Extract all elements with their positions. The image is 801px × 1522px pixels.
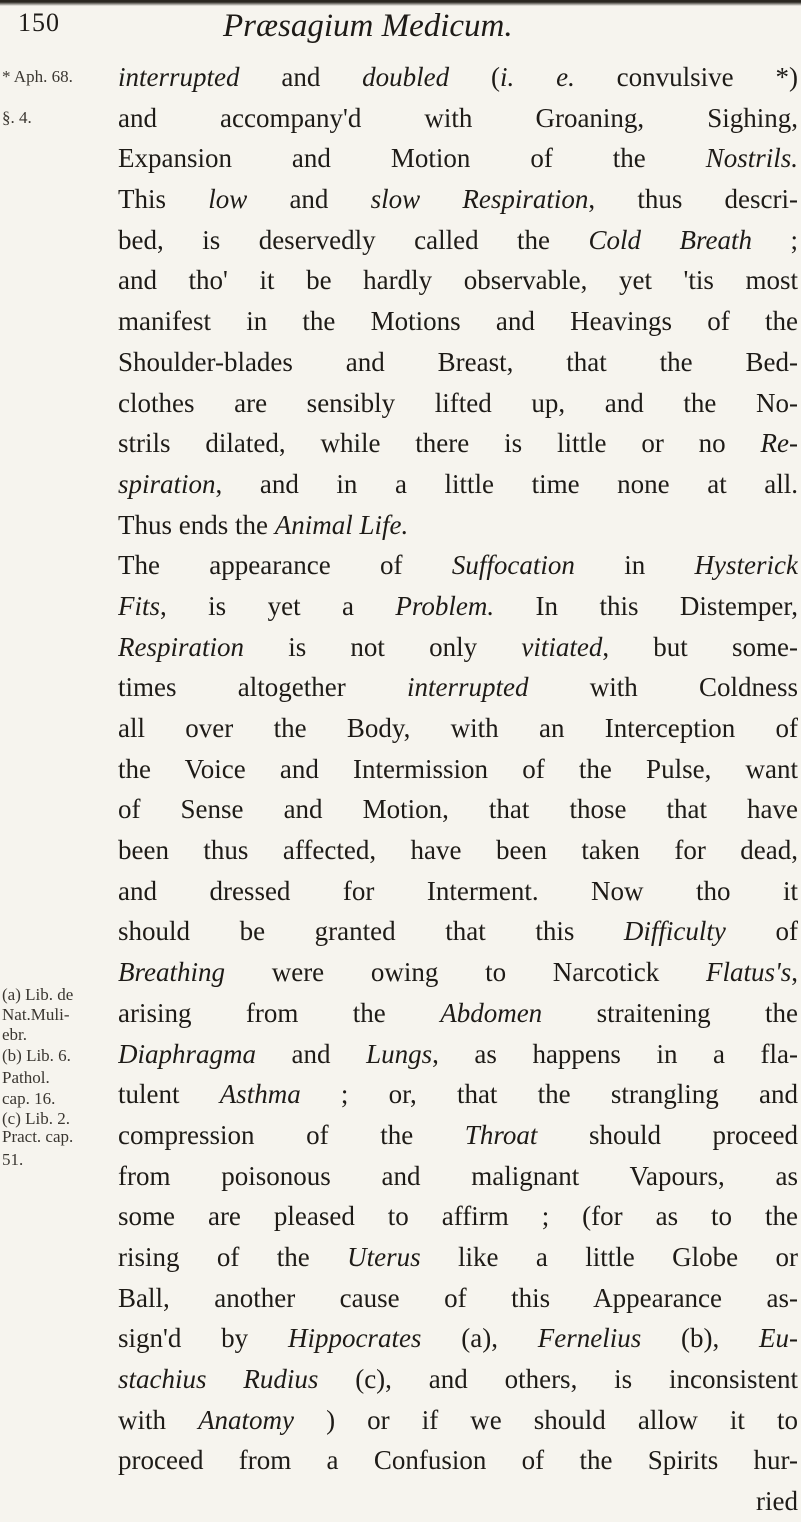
text-run: with Coldness [528,672,798,703]
text-line [118,1481,798,1522]
margin-note: ebr. [2,1025,28,1045]
text-line [118,1359,798,1400]
text-line [118,98,798,139]
italic-text: Lungs [366,1038,433,1069]
italic-text: Anatomy [198,1404,295,1435]
text-run: times altogether [118,672,407,703]
text-line [118,1237,798,1278]
text-run: ( [449,62,501,92]
running-header [18,8,788,48]
text-line [118,260,798,301]
margin-note: (a) Lib. de [2,984,74,1004]
text-line [118,993,798,1034]
margin-note: §. 4. [2,107,32,127]
italic-text: Eu- [759,1323,798,1354]
text-run: tulent [118,1079,220,1110]
text-line [118,749,798,790]
text-line [118,220,798,261]
text-run: straitening the [542,997,798,1028]
text-run: Shoulder-blades and Breast, that the Bed- [118,346,798,377]
text-line [118,1034,798,1075]
margin-note: Pathol. [2,1068,50,1088]
text-line [118,1440,798,1481]
text-run: rising of the [118,1241,348,1272]
page-top-edge [0,0,801,6]
italic-text: stachius Rudius [118,1364,319,1394]
italic-text: Breathing [118,957,225,988]
italic-text: Fernelius [537,1323,642,1354]
italic-text: Animal Life. [274,509,409,540]
text-run: manifest in the Motions and Heavings of the [118,306,798,337]
text-line [118,1115,798,1156]
text-run: like a little Globe or [420,1241,798,1272]
text-line [118,830,798,871]
text-line [118,179,798,220]
text-line [118,871,798,912]
margin-note: * Aph. 68. [2,67,73,86]
text-run: should proceed [537,1119,798,1150]
text-run: , [791,957,798,988]
margin-note: 51. [2,1149,24,1169]
text-run: (c), and others, is inconsistent [318,1364,798,1394]
italic-text: Difficulty [623,916,726,947]
text-run: strils dilated, while there is little or no [118,428,761,459]
text-run: convulsive *) [574,62,798,92]
text-line [118,1196,798,1237]
text-run: arising from the [118,997,441,1028]
italic-text: Hippocrates [287,1323,422,1354]
text-line [118,911,798,952]
text-run: Thus ends the [118,509,275,540]
italic-text: low [208,184,248,215]
text-run: ; [752,224,798,255]
text-run: , is yet a [160,590,396,621]
italic-text: slow Respiration [370,184,589,215]
text-line [118,708,798,749]
text-line [118,423,798,464]
text-run: with [118,1404,199,1435]
italic-text: Uterus [347,1241,421,1272]
italic-text: interrupted [118,62,240,92]
running-title: Præsagium Medicum. [223,8,513,44]
text-run: , and in a little time none at all. [215,468,798,499]
text-run: clothes are sensibly lifted up, and the No- [118,387,798,418]
text-run: should be granted that this [118,916,624,947]
text-line [118,545,798,586]
text-line [118,1318,798,1359]
text-line [118,667,798,708]
text-run: and tho' it be hardly observable, yet 'tis most [118,265,798,296]
text-run: , thus descri- [588,184,798,215]
text-run: bed, is deservedly called the [118,224,589,255]
text-run: This [118,184,209,215]
text-run: (b), [641,1323,760,1354]
text-run: in [574,550,695,581]
text-run: were owing to Narcotick [225,957,706,988]
italic-text: doubled [362,62,450,92]
text-run: and [247,184,371,215]
text-line [118,1400,798,1441]
margin-note: (c) Lib. 2. [2,1108,70,1128]
italic-text: Problem. [395,590,495,621]
margin-notes [2,57,114,1357]
text-run: the Voice and Intermission of the Pulse, want [118,753,798,784]
text-line [118,138,798,179]
text-run: and [256,1038,367,1069]
text-run: Ball, another cause of this Appearance as- [118,1282,798,1313]
text-line [118,586,798,627]
italic-text: Fits [118,590,161,621]
text-line [118,789,798,830]
italic-text: Throat [464,1119,538,1150]
text-run: some are pleased to affirm ; (for as to the [118,1201,798,1232]
italic-text: spiration [118,468,216,499]
italic-text: Respiration [118,631,244,662]
body-text [118,57,798,1522]
italic-text: interrupted [406,672,529,703]
italic-text: Hysterick [694,550,798,581]
text-run: and dressed for Interment. Now tho it [118,875,798,906]
text-run: of Sense and Motion, that those that have [118,794,798,825]
text-line [118,464,798,505]
italic-text: Flatus's [705,957,792,988]
text-run: ried [756,1486,798,1517]
italic-text: i. e. [500,62,575,92]
text-run: and [239,62,363,92]
text-run: In this Distemper, [494,590,798,621]
text-run: compression of the [118,1119,465,1150]
text-run: from poisonous and malignant Vapours, as [118,1160,798,1191]
text-run: Expansion and Motion of the [118,143,706,174]
italic-text: Re- [760,428,798,459]
text-line [118,383,798,424]
text-line [118,505,798,546]
text-run: sign'd by [118,1323,288,1354]
text-line [118,1278,798,1319]
text-line [118,342,798,383]
italic-text: Nostrils. [705,143,798,174]
text-line [118,952,798,993]
margin-note: Nat.Muli- [2,1005,70,1025]
text-run: The appearance of [118,550,452,581]
page-number: 150 [18,8,60,37]
text-run: proceed from a Confusion of the Spirits hur- [118,1445,798,1476]
text-run: all over the Body, with an Interception of [118,713,798,743]
italic-text: Asthma [219,1079,301,1110]
italic-text: Abdomen [440,997,543,1028]
text-run: , but some- [602,631,798,662]
text-run: is not only [244,631,522,662]
text-line [118,1156,798,1197]
italic-text: vitiated [521,631,603,662]
margin-note: cap. 16. [2,1088,56,1108]
margin-note: Pract. cap. [2,1127,74,1147]
text-run: been thus affected, have been taken for dead, [118,835,798,866]
italic-text: Cold Breath [588,224,753,255]
text-line [118,1074,798,1115]
text-run: , as happens in a fla- [432,1038,798,1069]
text-line [118,57,798,98]
text-line [118,627,798,668]
text-run: ) or if we should allow it to [294,1404,798,1435]
text-run: and accompany'd with Groaning, Sighing, [118,102,798,133]
italic-text: Diaphragma [118,1038,257,1069]
italic-text: Suffocation [451,550,575,581]
margin-note: (b) Lib. 6. [2,1045,71,1065]
text-run: (a), [421,1323,538,1354]
text-run: of [725,916,798,947]
text-run: ; or, that the strangling and [300,1079,798,1110]
text-line [118,301,798,342]
